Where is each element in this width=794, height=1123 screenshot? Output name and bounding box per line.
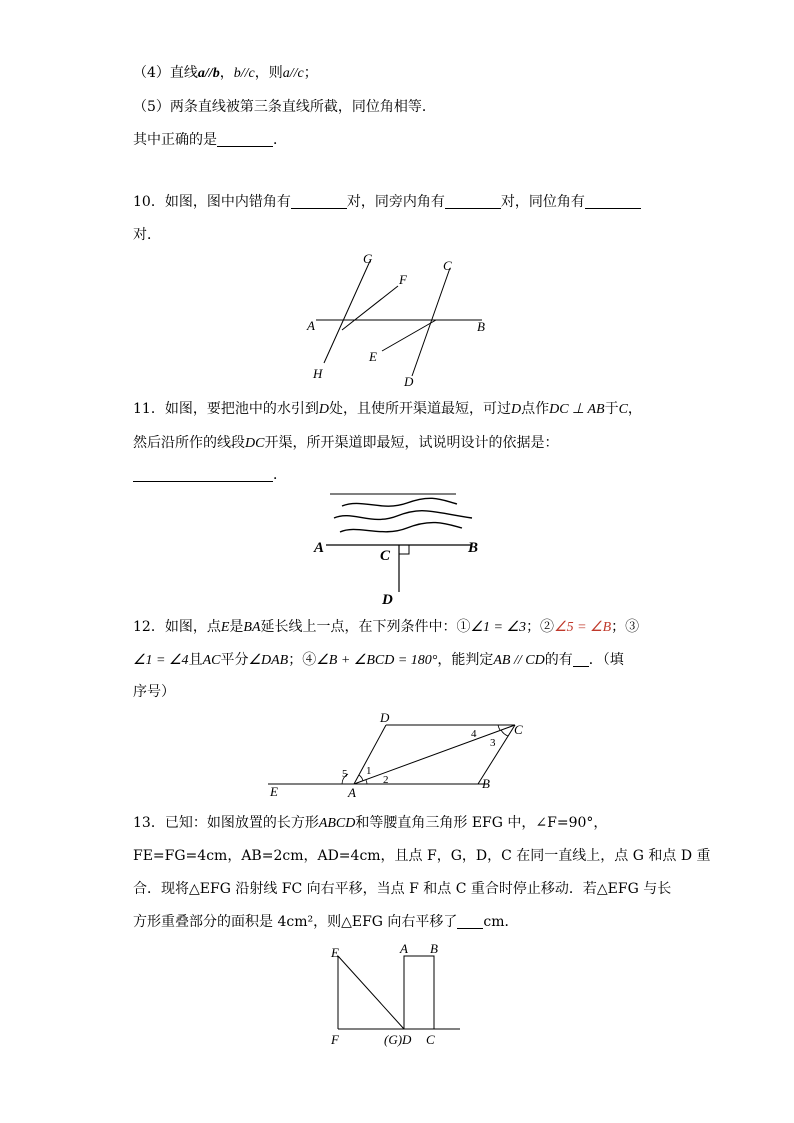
label-b: B	[477, 319, 485, 334]
answer-line	[133, 131, 287, 149]
q10-blank-interior[interactable]	[445, 194, 501, 209]
item-5: （5）两条直线被第三条直线所截，同位角相等．	[133, 99, 436, 115]
q10-line1	[133, 193, 641, 211]
q10-text-c: 对，同位角有	[500, 194, 585, 210]
q11-line3	[133, 466, 287, 484]
angle-arc-4	[498, 725, 500, 730]
q13-text: cm．	[483, 914, 519, 930]
math-c: C	[618, 402, 628, 417]
water-wave-3	[340, 523, 462, 532]
q11-blank[interactable]	[133, 467, 273, 482]
q13-line2: FE=FG=4cm，AB=2cm，AD=4cm，且点 F，G，D，C 在同一直线上，点 G 和点 D 重	[133, 848, 711, 864]
q12-blank[interactable]	[573, 652, 589, 667]
q13-line1	[133, 814, 607, 833]
label-b: B	[482, 776, 490, 791]
label-c: C	[426, 1032, 435, 1047]
q13-text: 和等腰直角三角形 EFG 中，∠F=90°，	[355, 815, 608, 831]
q12-line1	[133, 618, 639, 637]
segment-eg	[338, 956, 404, 1029]
label-a: A	[348, 785, 356, 800]
math-ba: BA	[243, 620, 261, 635]
q12-text: ；④	[288, 652, 317, 668]
q12-text: ．（填	[588, 652, 624, 668]
label-b: B	[430, 941, 438, 956]
q12-text: 的有	[544, 652, 573, 668]
sep: ．	[273, 132, 287, 148]
q13-blank[interactable]	[457, 914, 483, 929]
item-4-prefix: （4）直线	[133, 65, 198, 81]
sep: ．	[273, 467, 287, 483]
rectangle-abcd	[404, 956, 434, 1029]
q12-text: 平分	[220, 652, 249, 668]
sep: ，	[219, 65, 234, 81]
sep: ，	[627, 401, 642, 417]
ray-f	[342, 286, 398, 330]
math-ac: AC	[202, 653, 221, 668]
math-d: D	[510, 402, 522, 417]
math-e: E	[220, 620, 230, 635]
math-b-parallel-c: b//c	[233, 66, 255, 81]
line-gh	[324, 261, 370, 363]
line-cd	[412, 268, 450, 376]
water-wave-2	[334, 511, 472, 520]
label-d: D	[382, 592, 393, 608]
math-angle-dab: ∠DAB	[248, 653, 289, 668]
math-dc: DC	[245, 436, 265, 451]
label-1: 1	[366, 765, 372, 777]
ray-e	[382, 320, 436, 351]
water-wave-1	[342, 498, 457, 506]
angle-arc-2	[366, 780, 367, 784]
math-a-parallel-c: a//c	[282, 66, 304, 81]
label-gd: (G)D	[384, 1032, 412, 1047]
right-angle-mark	[399, 545, 409, 554]
label-e: E	[369, 349, 377, 364]
q11-text: 处，且使所开渠道最短，可过	[328, 401, 511, 417]
q12-text: ；③	[611, 619, 640, 635]
q13-text: 13．已知：如图放置的长方形	[133, 815, 319, 831]
q10-text-b: 对，同旁内角有	[346, 194, 445, 210]
label-d: D	[380, 710, 390, 725]
label-h: H	[313, 366, 323, 381]
q12-text: 延长线上一点，在下列条件中：①	[260, 619, 471, 635]
q13-line3: 合．现将△EFG 沿射线 FC 向右平移，当点 F 和点 C 重合时停止移动．若△EFG 与长	[133, 881, 672, 897]
q11-figure	[312, 488, 492, 610]
q11-text: 11．如图，要把池中的水引到	[133, 401, 319, 417]
q13-line4	[133, 913, 519, 931]
q12-text: 12．如图，点	[133, 619, 221, 635]
sep: ，则	[254, 65, 283, 81]
q13-text: 方形重叠部分的面积是 4cm²，则△EFG 向右平移了	[133, 914, 458, 930]
q11-text: 于	[604, 401, 619, 417]
q11-text: 然后沿所作的线段	[133, 435, 245, 451]
q10-blank-alternate[interactable]	[291, 194, 347, 209]
label-f: F	[399, 272, 407, 287]
condition-2: ∠5 = ∠B	[554, 620, 612, 635]
q11-line1	[133, 400, 642, 419]
math-ab-parallel-cd: AB // CD	[493, 653, 545, 668]
answer-label: 其中正确的是	[133, 132, 217, 148]
label-b: B	[468, 540, 479, 556]
label-e: E	[270, 784, 278, 799]
q10-text-a: 10．如图，图中内错角有	[133, 194, 291, 210]
angle-arc-3	[501, 730, 508, 736]
q12-figure	[262, 708, 532, 800]
label-c: C	[514, 722, 523, 737]
q12-line2	[133, 651, 624, 670]
label-c: C	[443, 258, 452, 273]
label-f: F	[331, 1032, 339, 1047]
label-g: G	[363, 251, 373, 266]
q11-line2	[133, 434, 558, 453]
answer-blank[interactable]	[217, 132, 273, 147]
condition-4: ∠B + ∠BCD = 180°	[316, 653, 438, 668]
label-a: A	[400, 941, 408, 956]
q12-text: 是	[229, 619, 244, 635]
math-dc-perp-ab: DC ⊥ AB	[549, 402, 605, 417]
q12-text: 且	[188, 652, 203, 668]
q12-text: ，能判定	[437, 652, 494, 668]
q11-text: 开渠，所开渠道即最短，试说明设计的依据是：	[264, 435, 559, 451]
math-abcd: ABCD	[318, 816, 356, 831]
q12-text: ；②	[526, 619, 555, 635]
q10-figure	[300, 248, 500, 390]
q11-text: 点作	[521, 401, 550, 417]
condition-1: ∠1 = ∠3	[470, 620, 527, 635]
math-a-parallel-b: a//b	[197, 66, 220, 81]
diagonal-ac	[354, 725, 515, 784]
label-4: 4	[471, 728, 477, 740]
label-d: D	[404, 374, 414, 389]
label-2: 2	[383, 774, 389, 786]
math-d: D	[318, 402, 329, 417]
q12-line3: 序号）	[133, 684, 175, 700]
label-e: E	[331, 945, 339, 960]
label-3: 3	[490, 737, 496, 749]
condition-3: ∠1 = ∠4	[133, 653, 189, 668]
label-a: A	[314, 540, 325, 556]
q10-blank-corresponding[interactable]	[585, 194, 641, 209]
item-4	[133, 64, 318, 83]
angle-arc-1	[359, 775, 363, 781]
label-5: 5	[342, 768, 348, 780]
q10-line2: 对．	[133, 227, 161, 243]
label-c: C	[380, 548, 391, 564]
q13-figure	[320, 940, 480, 1052]
label-a: A	[307, 318, 315, 333]
sep: ；	[303, 65, 318, 81]
